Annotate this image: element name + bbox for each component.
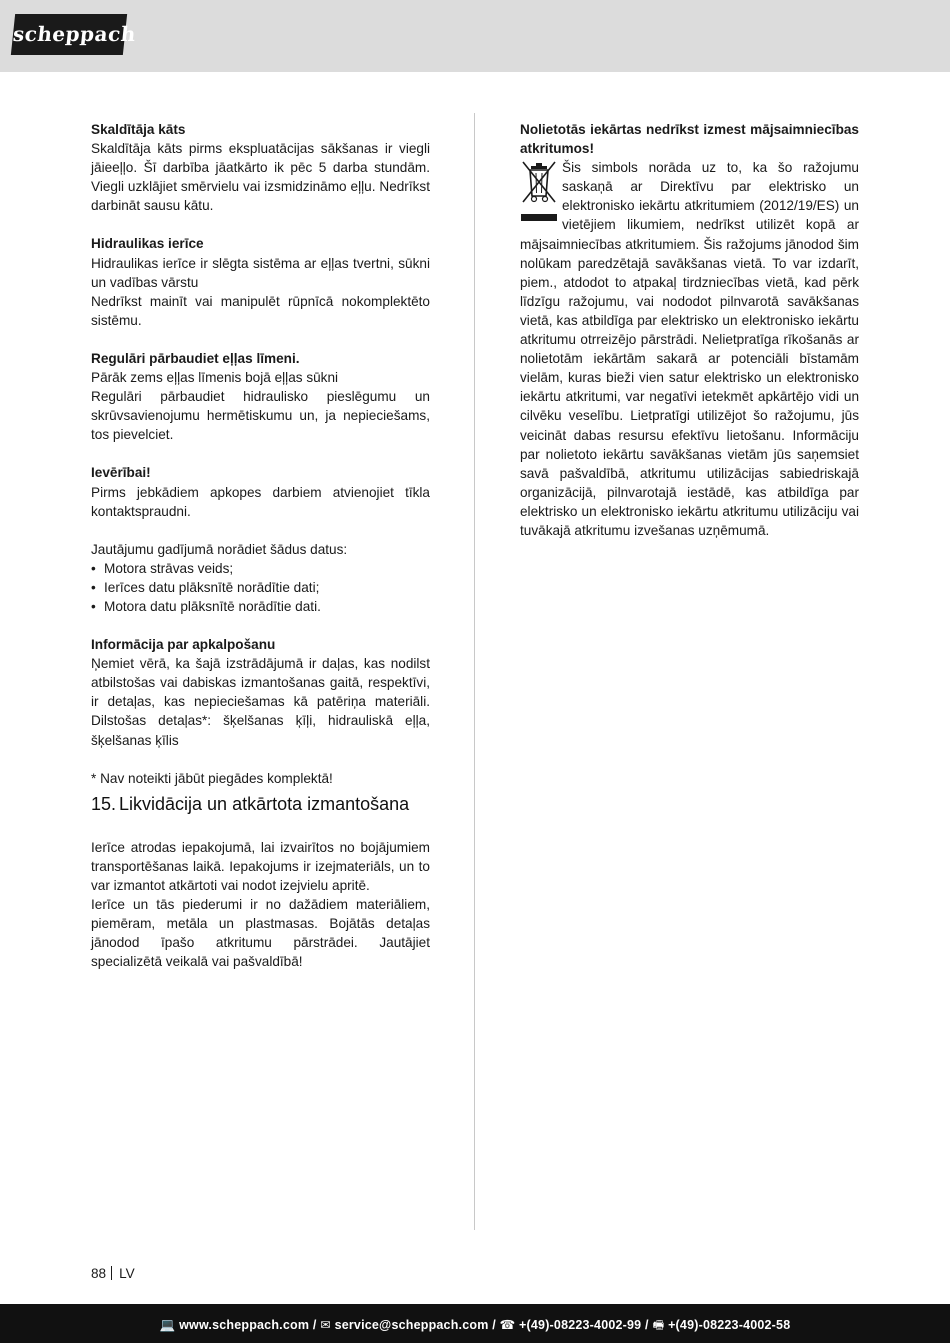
list-item: • Motora datu plāksnītē norādītie dati. (91, 597, 430, 616)
phone-icon: ☎ (499, 1318, 516, 1332)
list-item: • Ierīces datu plāksnītē norādītie dati; (91, 578, 430, 597)
paragraph-oil-level-1: Pārāk zems eļļas līmenis bojā eļļas sūkni (91, 370, 339, 386)
footer-website[interactable]: www.scheppach.com (179, 1318, 310, 1332)
right-column (520, 120, 859, 540)
paragraph-weee: Šis simbols norāda uz to, ka šo ražojumu saskaņā ar Direktīvu par elektrisko un elektronisko iekārtu atkritumiem (2012/19/ES) un vietējiem likumiem, nedrīkst utilizēt kopā ar mājsaimniecības atkritumiem. Šis ražojums jānodod šim nolūkam paredzētajā savākšanas vietā. To var izdarīt, piem., atdodot to atpakaļ tirdzniecības vietā, kad pērk līdzīgu ražojumu, vai nododot pilnvarotā savākšanas vietā, kas atbildīga par elektrisko un elektronisko iekārtu atkritumu otrreizējo pārstrādi. Nelietpratīga rīkošanās ar nolietotām iekārtām sakarā ar potenciāli bīstamām vielām, kuras bieži vien satur elektrisko un elektronisko iekārtu atkritumi, var negatīvi ietekmēt apkārtējo vidi un cilvēku veselību. Lietpratīgi utilizējot šo ražojumu, jūs veicināt dabas resursu efektīvu lietošanu. Informāciju par nolietoto iekārtu savākšanas vietām jūs saņemsiet savā pašvaldībā, atkritumu utilizācijas sabiedriskajā organizācijā, pilnvarotajā iestādē, kas atbildīga par elektrisko un elektronisko iekārtu atkritumu utilizāciju vai tuvākajā atkritumu izvešanas uzņēmumā. (520, 160, 859, 538)
column-divider (474, 113, 475, 1230)
heading-service-info: Informācija par apkalpošanu (91, 637, 276, 653)
paragraph-oil-level-2: Regulāri pārbaudiet hidraulisko pieslēgumu un skrūvsavienojumu hermētiskumu un, ja nepieciešams, tos pievelciet. (91, 389, 430, 443)
left-column (91, 120, 430, 971)
mail-icon: ✉ (320, 1318, 331, 1332)
laptop-icon: 💻 (159, 1318, 176, 1332)
page-separator (111, 1266, 112, 1280)
paragraph-attention: Pirms jebkādiem apkopes darbiem atvienojiet tīkla kontaktspraudni. (91, 484, 430, 519)
footer-separator: / (309, 1318, 321, 1332)
list-item: • Motora strāvas veids; (91, 559, 430, 578)
section-title-disposal (91, 794, 430, 814)
paragraph-disposal-1: Ierīce atrodas iepakojumā, lai izvairītos no bojājumiem transportēšanas laikā. Iepakojums ir izejmateriāls, un to var izmantot atkārtoti vai nodot izejvielu apritē. (91, 839, 430, 893)
footer-contacts (0, 1316, 950, 1337)
paragraph-disposal-2: Ierīce un tās piederumi ir no dažādiem materiāliem, piemēram, metāla un plastmasas. Bojātās detaļas jānodod īpašo atkritumu pārstrādei. Jautājiet specializētā veikalā vai pašvaldībā! (91, 897, 430, 970)
footer-separator: / (488, 1318, 500, 1332)
page-number (91, 1265, 135, 1282)
data-list (91, 559, 430, 616)
header-bar (0, 0, 950, 72)
fax-icon: 🖷 (652, 1318, 665, 1332)
paragraph-hydraulics-1: Hidraulikas ierīce ir slēgta sistēma ar eļļas tvertni, sūkni un vadības vārstu (91, 255, 430, 290)
footer-fax: +(49)-08223-4002-58 (668, 1318, 791, 1332)
footer-bar (0, 1304, 950, 1343)
footer-email[interactable]: service@scheppach.com (334, 1318, 489, 1332)
footer-separator: / (641, 1318, 653, 1332)
heading-splitter-shaft: Skaldītāja kāts (91, 122, 186, 137)
heading-attention: Ievērībai! (91, 465, 151, 481)
section-title-text: Likvidācija un atkārtota izmantošana (119, 793, 410, 814)
weee-crossed-bin-icon (520, 160, 558, 222)
paragraph-service-info: Ņemiet vērā, ka šajā izstrādājumā ir daļas, kas nodilst atbilstošas vai dabiskas izmantošanas gaitā, respektīvi, ir detaļas, kas nepieciešamas kā patēriņa materiāli. Dilstošas detaļas*: šķelšanas ķīļi, hidrauliskā eļļa, šķelšanas ķīlis (91, 656, 430, 748)
heading-weee: Nolietotās iekārtas nedrīkst izmest mājsaimniecības atkritumos! (520, 122, 859, 157)
section-number: 15. (91, 793, 117, 814)
heading-oil-level: Regulāri pārbaudiet eļļas līmeni. (91, 350, 300, 366)
paragraph-splitter-shaft: Skaldītāja kāts pirms ekspluatācijas sākšanas ir viegli jāieeļļo. Šī darbība jāatkārto ik pēc 5 darba stundām. Viegli uzklājiet smērvielu vai izsmidzināmo eļļu. Nedrīkst darbināt sausu kātu. (91, 141, 430, 214)
heading-hydraulics: Hidraulikas ierīce (91, 236, 204, 252)
paragraph-hydraulics-2: Nedrīkst mainīt vai manipulēt rūpnīcā nokomplektēto sistēmu. (91, 293, 430, 328)
brand-logo: scheppach (11, 14, 127, 55)
footer-phone: +(49)-08223-4002-99 (519, 1318, 642, 1332)
paragraph-questions-intro: Jautājumu gadījumā norādiet šādus datus: (91, 541, 348, 557)
page-language: LV (119, 1266, 135, 1281)
page-number-value: 88 (91, 1266, 107, 1281)
weee-block (520, 158, 859, 540)
footnote-delivery: * Nav noteikti jābūt piegādes komplektā! (91, 770, 333, 786)
